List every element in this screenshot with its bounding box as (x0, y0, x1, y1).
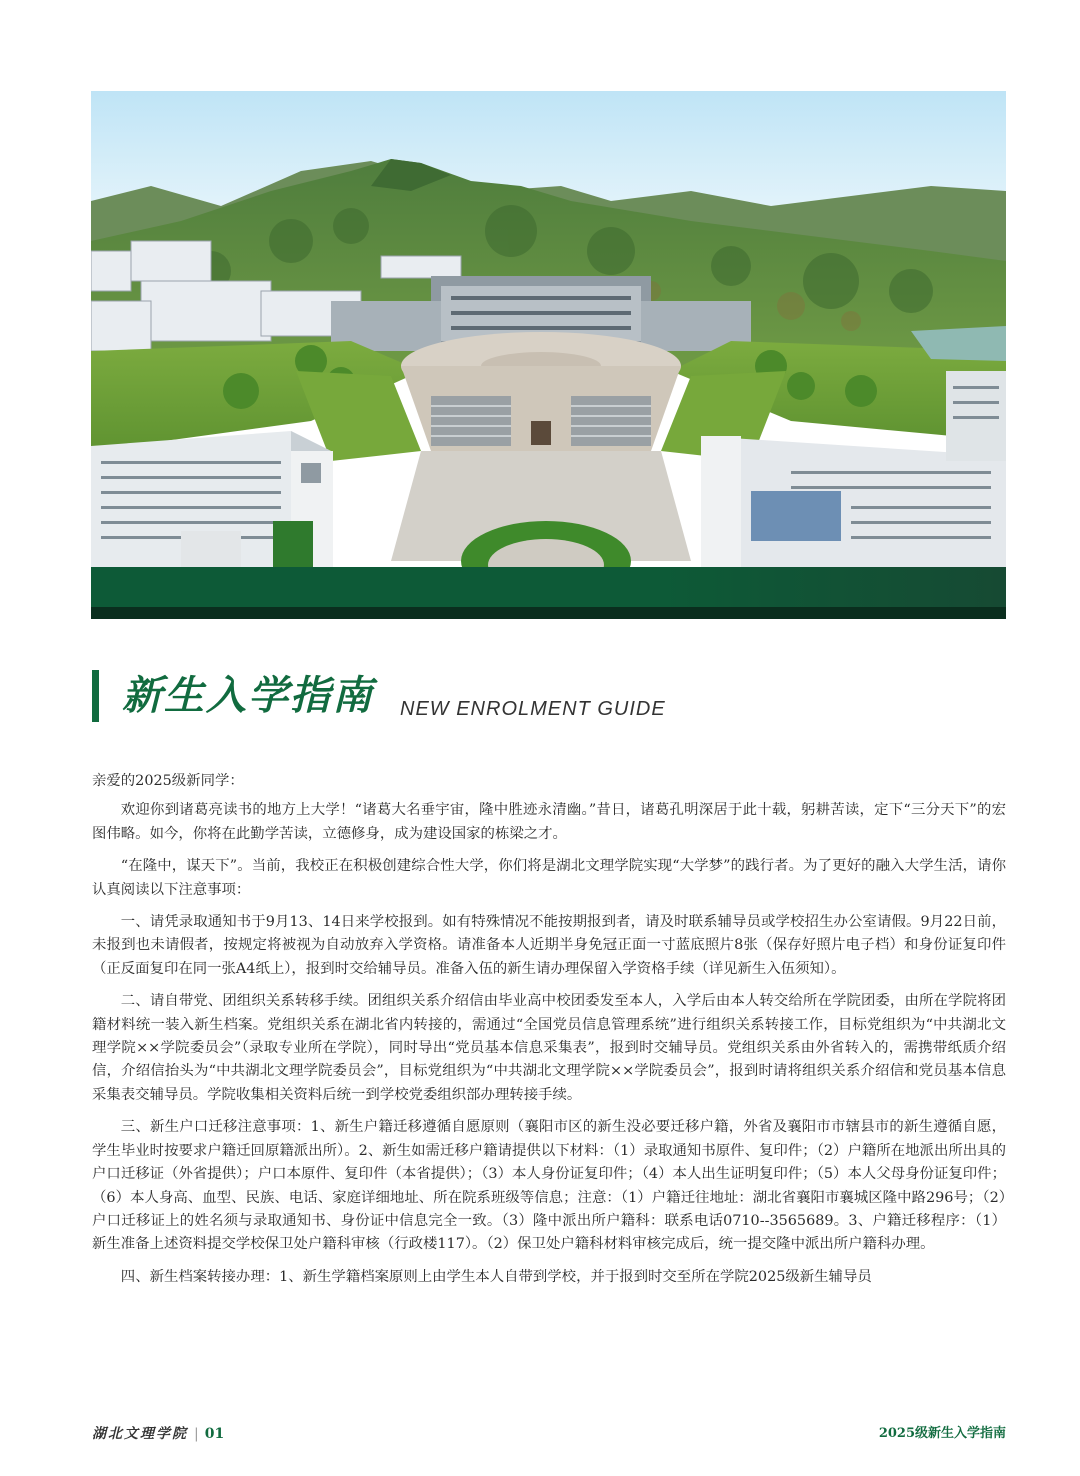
paragraph-welcome: 欢迎你到诸葛亮读书的地方上大学！“诸葛大名垂宇宙，隆中胜迹永清幽。”昔日，诸葛孔明深居于此十载，躬耕苦读，定下“三分天下”的宏图伟略。如今，你将在此勤学苦读，立德修身，成为建设国家的栋梁之才。 (92, 802, 1006, 842)
campus-aerial-illustration (91, 91, 1006, 619)
footer-guide-title: 2025级新生入学指南 (878, 1426, 1006, 1441)
title-accent-bar (92, 670, 99, 722)
letter-body (92, 770, 1006, 1298)
paragraph-item-3-household-transfer: 三、新生户口迁移注意事项：1、新生户籍迁移遵循自愿原则（襄阳市区的新生没必要迁移户籍，外省及襄阳市市辖县市的新生遵循自愿，学生毕业时按要求户籍迁回原籍派出所）。2、新生如需迁移户籍请提供以下材料：（1）录取通知书原件、复印件；（2）户籍所在地派出所出具的户口迁移证（外省提供）；户口本原件、复印件（本省提供）；（3）本人身份证复印件；（4）本人出生证明复印件；（5）本人父母身份证复印件；（6）本人身高、血型、民族、电话、家庭详细地址、所在院系班级等信息；注意：（1）户籍迁往地址：湖北省襄阳市襄城区隆中路296号；（2）户口迁移证上的姓名须与录取通知书、身份证中信息完全一致。（3）隆中派出所户籍科：联系电话0710--3565689。3、户籍迁移程序：（1）新生准备上述资料提交学校保卫处户籍科审核（行政楼117）。（2）保卫处户籍科材料审核完成后，统一提交隆中派出所户籍科办理。 (92, 1119, 1006, 1253)
letter-greeting: 亲爱的2025级新同学： (92, 773, 244, 789)
hero-dark-strip (91, 607, 1006, 619)
paragraph-intro: “在隆中，谋天下”。当前，我校正在积极创建综合性大学，你们将是湖北文理学院实现“大学梦”的践行者。为了更好的融入大学生活，请你认真阅读以下注意事项： (92, 858, 1006, 898)
footer-school-name: 湖北文理学院 (92, 1426, 188, 1442)
paragraph-item-4-archive-transfer: 四、新生档案转接办理：1、新生学籍档案原则上由学生本人自带到学校，并于报到时交至所在学院2025级新生辅导员 (120, 1268, 872, 1285)
section-title-en: NEW ENROLMENT GUIDE (400, 698, 666, 720)
footer-left (92, 1424, 224, 1444)
paragraph-item-1-registration: 一、请凭录取通知书于9月13、14日来学校报到。如有特殊情况不能按期报到者，请及时联系辅导员或学校招生办公室请假。9月22日前，未报到也未请假者，按规定将被视为自动放弃入学资格。请准备本人近期半身免冠正面一寸蓝底照片8张（保存好照片电子档）和身份证复印件（正反面复印在同一张A4纸上），报到时交给辅导员。准备入伍的新生请办理保留入学资格手续（详见新生入伍须知）。 (92, 914, 1006, 977)
page-number: 01 (204, 1426, 225, 1442)
campus-aerial-photo (91, 91, 1006, 619)
section-title-cn: 新生入学指南 (122, 672, 374, 719)
paragraph-item-2-party-transfer: 二、请自带党、团组织关系转移手续。团组织关系介绍信由毕业高中校团委发至本人，入学后由本人转交给所在学院团委，由所在学院将团籍材料统一装入新生档案。党组织关系在湖北省内转接的，需通过“全国党员信息管理系统”进行组织关系转接工作，目标党组织为“中共湖北文理学院××学院委员会”（录取专业所在学院），同时导出“党员基本信息采集表”，报到时交辅导员。党组织关系由外省转入的，需携带纸质介绍信，介绍信抬头为“中共湖北文理学院委员会”，目标党组织为“中共湖北文理学院××学院委员会”，报到时请将组织关系介绍信和党员基本信息采集表交辅导员。学院收集相关资料后统一到学校党委组织部办理转接手续。 (92, 993, 1006, 1103)
footer-separator: | (194, 1426, 199, 1442)
